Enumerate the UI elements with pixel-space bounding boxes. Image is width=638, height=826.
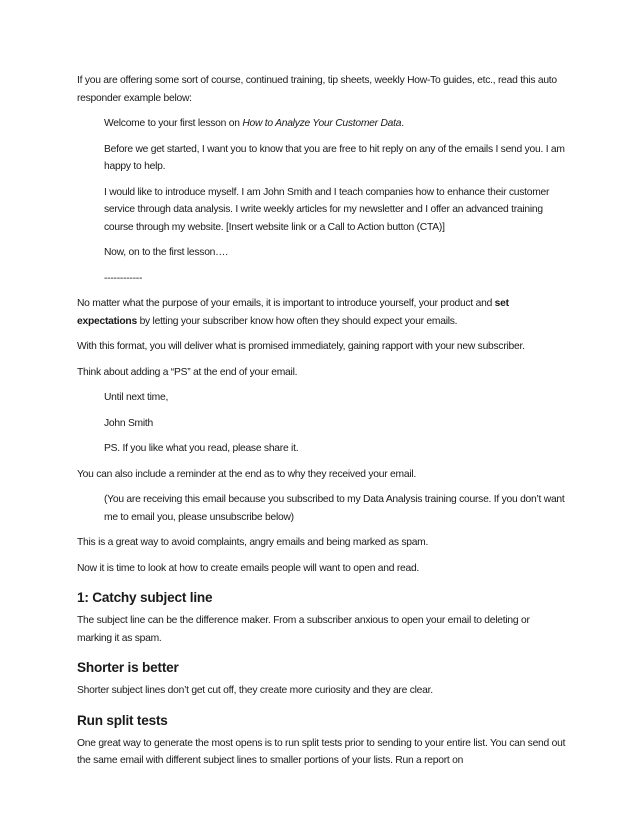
section-text-split-tests: One great way to generate the most opens is to run split tests prior to sending to your entire list. You can send out the same email with different subject lines to smaller portions of your lists. Run a report on — [77, 737, 566, 766]
reminder-example: (You are receiving this email because you subscribed to my Data Analysis training course. If you don’t want me to email you, please unsubscribe below) — [104, 494, 565, 523]
now-paragraph: Now it is time to look at how to create emails people will want to open and read. — [77, 562, 420, 574]
example-introduce: I would like to introduce myself. I am John Smith and I teach companies how to enhance their customer service through data analysis. I write weekly articles for my newsletter and I offer an advanced training course through my website. [Insert website link or a Call to Action button (CTA)] — [104, 186, 550, 233]
reminder-intro-paragraph: You can also include a reminder at the end as to why they received your email. — [77, 468, 417, 480]
example-before: Before we get started, I want you to know that you are free to hit reply on any of the emails I send you. I am happy to help. — [104, 143, 565, 172]
avoid-paragraph: This is a great way to avoid complaints, angry emails and being marked as spam. — [77, 537, 429, 548]
welcome-prefix: Welcome to your first lesson on — [104, 118, 243, 129]
purpose-bold: set expectations — [77, 298, 509, 327]
example-divider: ------------ — [104, 272, 143, 284]
section-text-shorter: Shorter subject lines don’t get cut off, they create more curiosity and they are clear. — [77, 685, 433, 696]
ps-intro-paragraph: Think about adding a “PS” at the end of your email. — [77, 366, 298, 378]
section-heading-catchy-subject: 1: Catchy subject line — [77, 590, 213, 605]
purpose-suffix: by letting your subscriber know how often they should expect your emails. — [136, 315, 458, 327]
welcome-suffix: . — [401, 118, 404, 129]
intro-paragraph: If you are offering some sort of course, continued training, tip sheets, weekly How-To guides, etc., read this auto responder example below: — [77, 75, 557, 104]
section-heading-shorter: Shorter is better — [77, 660, 179, 675]
signoff-name: John Smith — [104, 417, 154, 429]
welcome-title: How to Analyze Your Customer Data — [242, 118, 402, 129]
section-heading-split-tests: Run split tests — [77, 712, 168, 728]
example-welcome — [77, 115, 567, 133]
example-onto: Now, on to the first lesson…. — [104, 247, 228, 258]
section-text-catchy-subject: The subject line can be the difference maker. From a subscriber anxious to open your email to deleting or marking it as spam. — [77, 615, 530, 644]
purpose-prefix: No matter what the purpose of your emails, it is important to introduce yourself, your product and — [77, 298, 495, 309]
signoff-ps: PS. If you like what you read, please share it. — [104, 443, 299, 454]
format-paragraph: With this format, you will deliver what is promised immediately, gaining rapport with your new subscriber. — [77, 341, 525, 352]
document-page — [77, 72, 567, 770]
purpose-paragraph — [77, 295, 567, 330]
signoff-until: Until next time, — [104, 392, 169, 403]
